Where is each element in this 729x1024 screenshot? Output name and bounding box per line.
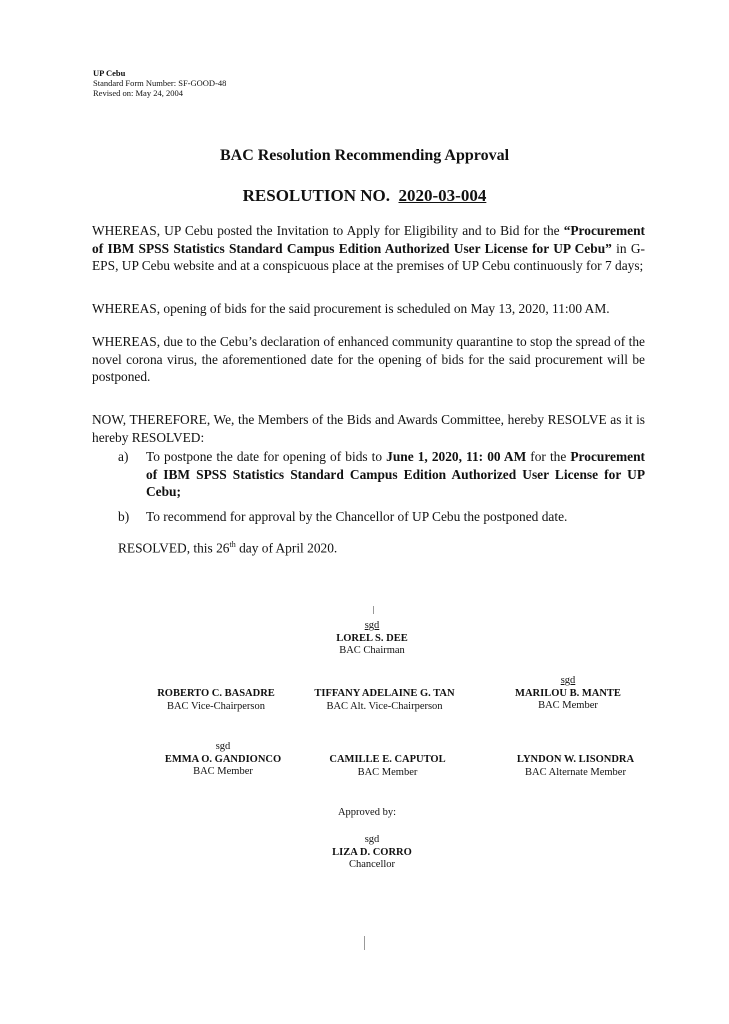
new-bid-date: June 1, 2020, 11: 00 AM <box>386 449 527 464</box>
item-a-marker: a) <box>118 449 129 464</box>
form-number: Standard Form Number: SF-GOOD-48 <box>93 78 227 88</box>
resolution-item-a <box>118 448 645 501</box>
signatory-name: CAMILLE E. CAPUTOL <box>329 754 446 765</box>
signatory-member-1 <box>498 675 638 713</box>
signatory-member-3 <box>305 754 470 779</box>
whereas-paragraph-3: WHEREAS, due to the Cebu’s declaration of enhanced community quarantine to stop the spread of the novel corona virus, the aforementioned date for the opening of bids for the said procurement will be postponed. <box>92 334 645 384</box>
revised-date: Revised on: May 24, 2004 <box>93 88 183 98</box>
form-header <box>93 68 226 98</box>
signatory-chancellor <box>312 834 432 872</box>
signatory-name: MARILOU B. MANTE <box>515 687 621 699</box>
signatory-role: BAC Member <box>357 766 418 778</box>
resolution-item-b <box>118 508 645 526</box>
item-a-procurement: Procurement of IBM SPSS Statistics Standard Campus Edition Authorized User License for UP Cebu; <box>146 449 645 499</box>
signatory-chairman <box>292 620 452 658</box>
signed-mark: sgd <box>560 675 576 686</box>
resolution-number: 2020-03-004 <box>398 186 487 205</box>
resolution-label: RESOLUTION NO. <box>242 186 391 205</box>
signatory-role: BAC Chairman <box>339 645 405 656</box>
scan-mark <box>373 606 374 614</box>
resolution-heading <box>0 186 729 206</box>
whereas-1-text: WHEREAS, UP Cebu posted the Invitation to Apply for Eligibility and to Bid for the <box>92 223 564 238</box>
whereas-1-tail: in G-EPS, UP Cebu website and at a conspicuous place at the premises of UP Cebu continuously for 7 days; <box>92 240 645 273</box>
signatory-vice-chair <box>116 688 316 713</box>
signatory-name: ROBERTO C. BASADRE <box>157 688 275 699</box>
signatory-role: BAC Alt. Vice-Chairperson <box>326 700 443 712</box>
signatory-role: BAC Member <box>538 700 598 711</box>
whereas-paragraph-2: WHEREAS, opening of bids for the said procurement is scheduled on May 13, 2020, 11:00 AM. <box>92 301 610 316</box>
signatory-role: BAC Alternate Member <box>525 766 626 778</box>
signatory-role: BAC Member <box>193 766 253 777</box>
signatory-name: LOREL S. DEE <box>336 632 408 644</box>
signed-mark: sgd <box>364 834 380 845</box>
signed-mark: sgd <box>215 741 231 752</box>
resolved-sup: th <box>229 540 236 549</box>
item-b-marker: b) <box>118 509 130 524</box>
document-title: BAC Resolution Recommending Approval <box>219 147 510 164</box>
item-a-mid: for the <box>526 449 571 464</box>
signed-mark: sgd <box>364 620 380 631</box>
signatory-name: TIFFANY ADELAINE G. TAN <box>314 688 455 699</box>
resolved-post: day of April 2020. <box>235 540 338 556</box>
scan-mark <box>364 936 365 950</box>
resolved-pre: RESOLVED, this 26 <box>118 540 230 556</box>
signatory-name: LYNDON W. LISONDRA <box>516 754 635 765</box>
item-b-text: To recommend for approval by the Chancellor of UP Cebu the postponed date. <box>146 509 568 524</box>
resolved-date-line <box>118 540 337 556</box>
signatory-role: BAC Vice-Chairperson <box>166 700 266 712</box>
signatory-name: EMMA O. GANDIONCO <box>164 753 282 765</box>
item-a-text: To postpone the date for opening of bids to <box>146 449 387 464</box>
now-therefore-paragraph: NOW, THEREFORE, We, the Members of the Bids and Awards Committee, hereby RESOLVE as it is hereby RESOLVED: <box>92 412 645 445</box>
signatory-role: Chancellor <box>348 859 396 870</box>
procurement-title: “Procurement of IBM SPSS Statistics Standard Campus Edition Authorized User License for UP Cebu” <box>92 223 645 256</box>
signatory-name: LIZA D. CORRO <box>332 846 412 858</box>
signatory-alternate-member <box>498 754 653 779</box>
signatory-alt-vice-chair <box>292 688 477 713</box>
org-name: UP Cebu <box>93 68 126 78</box>
whereas-paragraph-1 <box>92 222 645 275</box>
approved-by-label: Approved by: <box>337 807 397 818</box>
signatory-member-2 <box>138 741 308 779</box>
